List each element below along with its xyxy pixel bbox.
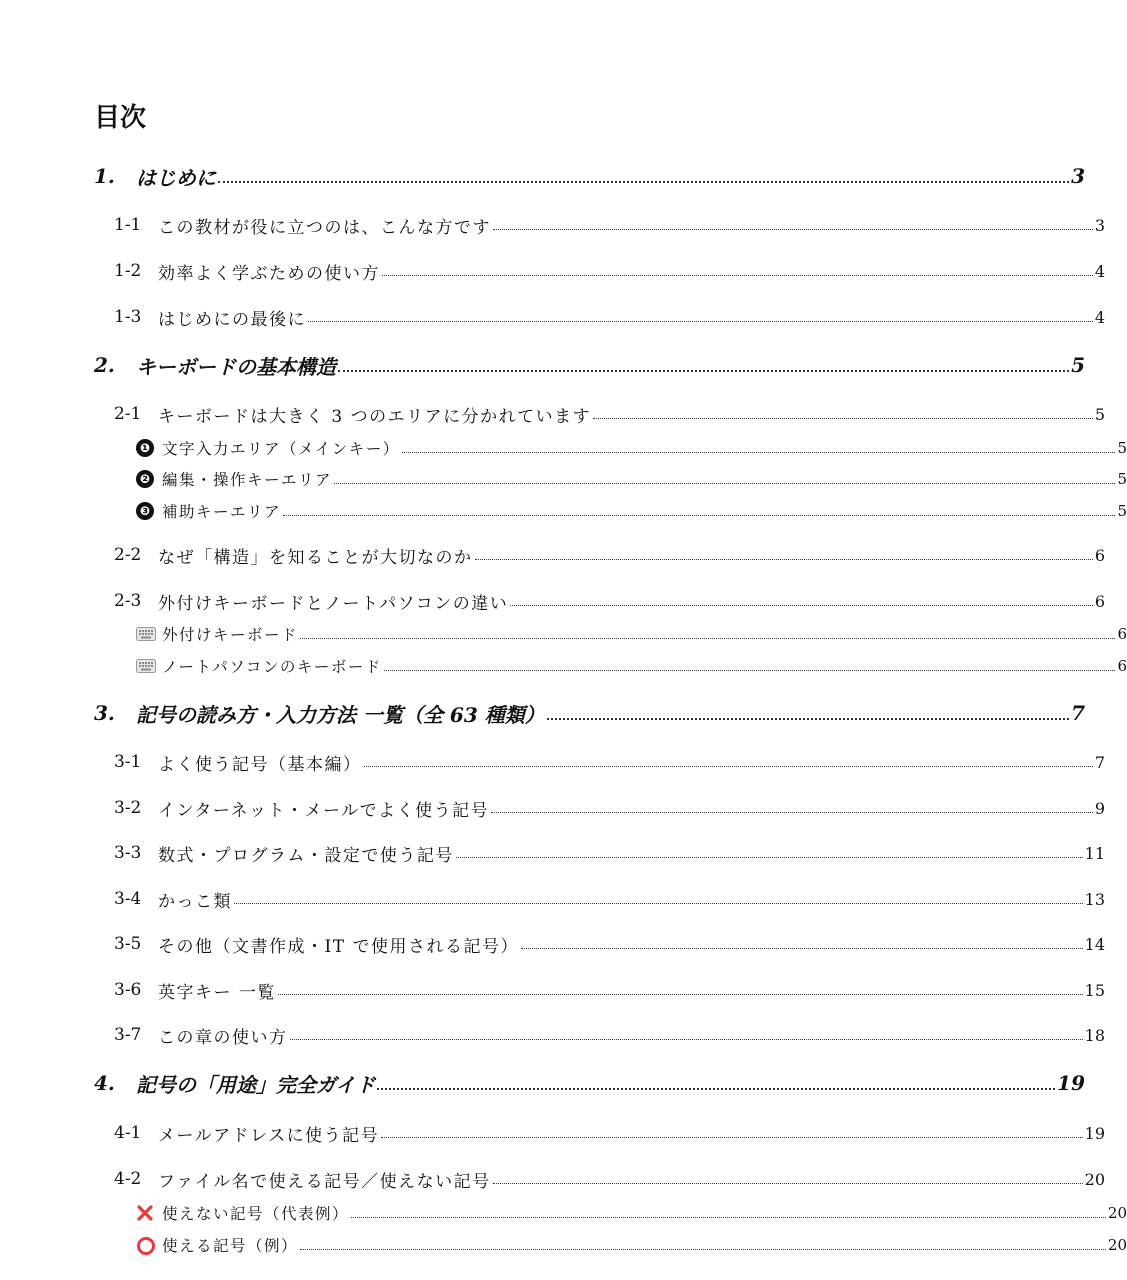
entry-label: 英字キー 一覧	[158, 982, 276, 1003]
number-3-icon	[136, 501, 162, 521]
entry-page: 3	[1094, 215, 1105, 235]
entry-page: 18	[1084, 1025, 1105, 1045]
entry-page: 13	[1084, 889, 1105, 909]
entry-page: 5	[1117, 439, 1127, 457]
entry-page: 19	[1057, 1071, 1085, 1095]
entry-label: 補助キーエリア	[162, 503, 282, 521]
entry-number: 4-1	[114, 1123, 142, 1143]
entry-number: 1.	[94, 164, 115, 188]
entry-number: 3-7	[114, 1025, 142, 1045]
toc-subsection-edit-keys[interactable]	[0, 465, 1127, 493]
number-2-icon	[136, 469, 162, 489]
number-2-glyph: ❷	[136, 470, 154, 488]
entry-page: 6	[1094, 545, 1105, 565]
entry-label: はじめにの最後に	[158, 309, 306, 330]
entry-label: その他（文書作成・IT で使用される記号）	[158, 936, 519, 957]
entry-label: 使えない記号（代表例）	[162, 1205, 350, 1223]
toc-section-1-1[interactable]	[0, 210, 1105, 240]
entry-page: 20	[1107, 1236, 1127, 1254]
dot-leader	[510, 605, 1093, 606]
dot-leader	[491, 812, 1093, 813]
dot-leader	[278, 994, 1083, 995]
toc-chapter-3[interactable]	[0, 698, 1085, 728]
keyboard-icon	[136, 624, 162, 644]
toc-chapter-1[interactable]	[0, 161, 1085, 191]
toc-section-1-3[interactable]	[0, 302, 1105, 332]
toc-subsection-unusable-symbols[interactable]	[0, 1199, 1127, 1227]
toc-title: 目次	[94, 103, 147, 133]
entry-label: ファイル名で使える記号／使えない記号	[158, 1171, 491, 1192]
entry-number: 3-3	[114, 843, 142, 863]
entry-number: 4.	[94, 1071, 115, 1095]
toc-section-2-1[interactable]	[0, 399, 1105, 429]
dot-leader	[308, 321, 1093, 322]
keyboard-icon	[136, 656, 162, 676]
dot-leader	[364, 766, 1093, 767]
toc-section-3-2[interactable]	[0, 793, 1105, 823]
entry-number: 2.	[94, 353, 115, 377]
entry-page: 6	[1117, 625, 1127, 643]
dot-leader	[493, 1183, 1083, 1184]
entry-label: ノートパソコンのキーボード	[162, 658, 382, 676]
toc-section-2-2[interactable]	[0, 540, 1105, 570]
toc-chapter-2[interactable]	[0, 350, 1085, 380]
toc-section-3-5[interactable]	[0, 929, 1105, 959]
toc-section-3-7[interactable]	[0, 1020, 1105, 1050]
entry-page: 11	[1084, 843, 1105, 863]
cross-icon	[136, 1203, 162, 1223]
entry-page: 6	[1094, 591, 1105, 611]
toc-section-4-1[interactable]	[0, 1118, 1105, 1148]
entry-number: 2-3	[114, 591, 142, 611]
entry-number: 1-2	[114, 261, 142, 281]
entry-page: 5	[1094, 404, 1105, 424]
toc-section-3-1[interactable]	[0, 747, 1105, 777]
toc-subsection-usable-symbols[interactable]	[0, 1231, 1127, 1259]
entry-page: 14	[1084, 934, 1105, 954]
entry-page: 3	[1071, 164, 1085, 188]
circle-icon	[136, 1235, 162, 1255]
entry-label: かっこ類	[158, 891, 232, 912]
entry-number: 4-2	[114, 1169, 142, 1189]
entry-number: 3-5	[114, 934, 142, 954]
number-1-icon	[136, 438, 162, 458]
entry-number: 1-1	[114, 215, 142, 235]
entry-page: 19	[1084, 1123, 1105, 1143]
entry-page: 20	[1084, 1169, 1105, 1189]
toc-section-4-2[interactable]	[0, 1164, 1105, 1194]
entry-label: インターネット・メールでよく使う記号	[158, 800, 490, 821]
entry-page: 9	[1094, 798, 1105, 818]
dot-leader	[338, 370, 1069, 372]
entry-label: 効率よく学ぶための使い方	[158, 263, 380, 284]
dot-leader	[300, 638, 1115, 639]
toc-subsection-laptop-keyboard[interactable]	[0, 652, 1127, 680]
dot-leader	[384, 670, 1116, 671]
entry-page: 4	[1094, 261, 1105, 281]
entry-label: 数式・プログラム・設定で使う記号	[158, 845, 454, 866]
dot-leader	[334, 483, 1115, 484]
entry-label: 記号の「用途」完全ガイド	[136, 1072, 376, 1097]
entry-page: 4	[1094, 307, 1105, 327]
entry-label: 記号の読み方・入力方法 一覧（全 63 種類）	[136, 702, 545, 727]
entry-page: 20	[1107, 1204, 1127, 1222]
entry-label: 外付けキーボードとノートパソコンの違い	[158, 593, 509, 614]
toc-section-3-6[interactable]	[0, 975, 1105, 1005]
entry-label: 外付けキーボード	[162, 626, 299, 644]
toc-section-3-3[interactable]	[0, 838, 1105, 868]
entry-page: 5	[1071, 353, 1085, 377]
entry-label: キーボードの基本構造	[136, 354, 336, 379]
toc-subsection-external-keyboard[interactable]	[0, 620, 1127, 648]
entry-label: この教材が役に立つのは、こんな方です	[158, 217, 491, 238]
entry-label: なぜ「構造」を知ることが大切なのか	[158, 547, 473, 568]
entry-label: この章の使い方	[158, 1027, 288, 1048]
dot-leader	[283, 515, 1115, 516]
dot-leader	[381, 1137, 1082, 1138]
entry-label: 文字入力エリア（メインキー）	[162, 440, 400, 458]
entry-page: 15	[1084, 980, 1105, 1000]
entry-number: 1-3	[114, 307, 142, 327]
dot-leader	[547, 718, 1069, 720]
dot-leader	[290, 1039, 1083, 1040]
entry-page: 5	[1117, 470, 1127, 488]
entry-page: 6	[1117, 657, 1127, 675]
entry-label: 使える記号（例）	[162, 1237, 299, 1255]
entry-page: 7	[1071, 701, 1085, 725]
entry-number: 2-2	[114, 545, 142, 565]
number-3-glyph: ❸	[136, 502, 154, 520]
entry-number: 3-6	[114, 980, 142, 1000]
dot-leader	[593, 418, 1093, 419]
dot-leader	[402, 452, 1116, 453]
toc-subsection-aux-keys[interactable]	[0, 497, 1127, 525]
dot-leader	[382, 275, 1093, 276]
toc-subsection-main-keys[interactable]	[0, 434, 1127, 462]
toc-chapter-4[interactable]	[0, 1068, 1085, 1098]
dot-leader	[351, 1217, 1106, 1218]
entry-number: 3-4	[114, 889, 142, 909]
entry-number: 3-1	[114, 752, 142, 772]
entry-number: 2-1	[114, 404, 142, 424]
entry-number: 3-2	[114, 798, 142, 818]
dot-leader	[521, 948, 1083, 949]
entry-page: 5	[1117, 502, 1127, 520]
dot-leader	[456, 857, 1083, 858]
entry-label: キーボードは大きく 3 つのエリアに分かれています	[158, 406, 592, 427]
dot-leader	[234, 903, 1083, 904]
dot-leader	[300, 1249, 1106, 1250]
dot-leader	[475, 559, 1093, 560]
toc-section-1-2[interactable]	[0, 256, 1105, 286]
dot-leader	[377, 1088, 1055, 1090]
entry-label: はじめに	[136, 165, 216, 190]
entry-label: 編集・操作キーエリア	[162, 471, 333, 489]
dot-leader	[218, 181, 1069, 183]
toc-section-3-4[interactable]	[0, 884, 1105, 914]
entry-label: メールアドレスに使う記号	[158, 1125, 380, 1146]
entry-number: 3.	[94, 701, 115, 725]
dot-leader	[493, 229, 1093, 230]
entry-page: 7	[1094, 752, 1105, 772]
number-1-glyph: ❶	[136, 439, 154, 457]
toc-section-2-3[interactable]	[0, 586, 1105, 616]
entry-label: よく使う記号（基本編）	[158, 754, 362, 775]
